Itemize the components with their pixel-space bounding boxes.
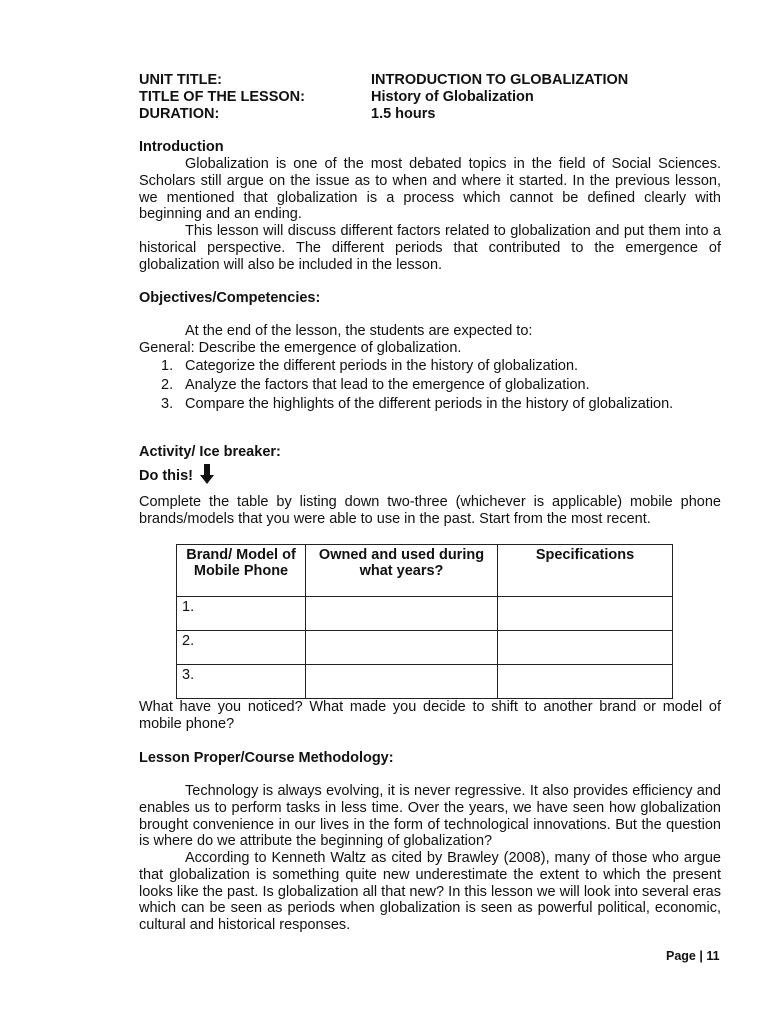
lesson-title-row (139, 89, 628, 106)
lesson-header (139, 72, 628, 123)
mobile-phone-table (176, 544, 673, 699)
unit-title-row (139, 72, 628, 89)
methodology-p2-text: According to Kenneth Waltz as cited by Brawley (2008), many of those who argue that globalization is something quite new underestimate the extent to which the present looks like the past. Is globalization all that new? In this lesson we will look into several eras which can be seen as periods when globalization is seen as powerful political, economic, cultural and historical responses. (139, 850, 721, 934)
years-header: Owned and used during what years? (306, 545, 498, 597)
objective-number: 2. (161, 377, 174, 393)
brand-model-header: Brand/ Model of Mobile Phone (177, 545, 306, 597)
objective-item (139, 395, 673, 414)
objective-text: Compare the highlights of the different periods in the history of globalization. (185, 396, 674, 412)
row-number-cell[interactable]: 1. (177, 597, 306, 631)
row-number-cell[interactable]: 3. (177, 665, 306, 699)
page-number: Page | 11 (666, 949, 720, 963)
unit-title-value: INTRODUCTION TO GLOBALIZATION (371, 72, 629, 88)
specifications-cell[interactable] (498, 631, 673, 665)
introduction-p1-text: Globalization is one of the most debated topics in the field of Social Sciences. Scholars still argue on the issue as to when and where it started. In the previous lesson, we mentioned that globalization is a process which cannot be defined clearly with beginning and an ending. (139, 156, 721, 223)
methodology-p1-text: Technology is always evolving, it is never regressive. It also provides efficiency and enables us to perform tasks in less time. Over the years, we have seen how globalization brought convenience in our lives in the form of technological innovations. But the question is where do we attribute the beginning of globalization? (139, 783, 721, 850)
methodology-heading: Lesson Proper/Course Methodology: (139, 750, 394, 766)
objectives-list (139, 357, 673, 414)
objectives-intro: At the end of the lesson, the students are expected to: (185, 323, 533, 339)
introduction-heading: Introduction (139, 139, 224, 155)
introduction-paragraph-1 (139, 156, 721, 223)
activity-question: What have you noticed? What made you decide to shift to another brand or model of mobile phone? (139, 699, 721, 732)
lesson-title-label: TITLE OF THE LESSON: (139, 89, 305, 105)
introduction-paragraph-2 (139, 223, 721, 273)
activity-heading: Activity/ Ice breaker: (139, 444, 281, 460)
objectives-heading: Objectives/Competencies: (139, 290, 321, 306)
arrow-down-icon (200, 464, 214, 484)
objective-item (139, 357, 673, 376)
years-cell[interactable] (306, 665, 498, 699)
specifications-header: Specifications (498, 545, 673, 597)
table-row (177, 631, 673, 665)
objective-number: 1. (161, 358, 174, 374)
activity-instructions: Complete the table by listing down two-three (whichever is applicable) mobile phone brands/models that you were able to use in the past. Start from the most recent. (139, 494, 721, 527)
methodology-paragraph-2 (139, 850, 721, 934)
objective-text: Analyze the factors that lead to the emergence of globalization. (185, 377, 590, 393)
do-this-line (139, 464, 214, 485)
lesson-title-value: History of Globalization (371, 89, 534, 105)
table-row (177, 665, 673, 699)
introduction-p2-text: This lesson will discuss different factors related to globalization and put them into a historical perspective. The different periods that contributed to the emergence of globalization will also be included in the lesson. (139, 223, 721, 273)
years-cell[interactable] (306, 631, 498, 665)
table-row (177, 597, 673, 631)
do-this-label: Do this! (139, 468, 193, 484)
duration-value: 1.5 hours (371, 106, 436, 122)
objective-item (139, 376, 673, 395)
table-header-row (177, 545, 673, 597)
methodology-paragraph-1 (139, 783, 721, 850)
unit-title-label: UNIT TITLE: (139, 72, 222, 88)
specifications-cell[interactable] (498, 665, 673, 699)
objectives-general: General: Describe the emergence of globalization. (139, 340, 462, 356)
row-number-cell[interactable]: 2. (177, 631, 306, 665)
duration-label: DURATION: (139, 106, 220, 122)
objective-text: Categorize the different periods in the history of globalization. (185, 358, 579, 374)
years-cell[interactable] (306, 597, 498, 631)
duration-row (139, 106, 628, 123)
objective-number: 3. (161, 396, 174, 412)
specifications-cell[interactable] (498, 597, 673, 631)
